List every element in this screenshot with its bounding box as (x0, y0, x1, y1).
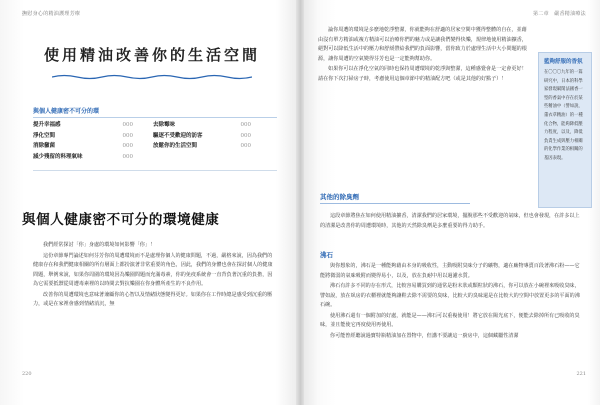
title-wave-ornament (52, 74, 252, 80)
right-body-text (318, 26, 530, 85)
paragraph: 論你周遭的環境是多麼地乾淨整潔，你就能夠在舒適的居家空間中獲得整體的自在，並藉由沒有單方精油或複方精油可以治療你們的魅力或是讓我們變得快樂，規律地使用精油擴香，絕對可以降低生活中的壓力和舒緩帶給我們的負面影響，當你致力於處理生活中大小問題的根源，讓你周遭的空氣變得芬芳也是一定能夠幫助你。 (318, 27, 527, 62)
paragraph: 沸石有許多不同的存在形式，比較容易購買到的通常是粉末狀或顆粒狀的沸石，你可以放在小碗裡來吸收臭味，譬如說，放在臥房的衣櫃裡就能夠讓鞋去除不需要的臭味，比較大的臭味還是在比較大的空間中放置更多的平面的沸石碗。 (320, 283, 580, 308)
running-head-left: 撫慰身心的精油護理芳療 (22, 11, 81, 17)
toc-item[interactable]: 驅逐不受歡迎的訪客 000 (153, 132, 251, 139)
sidebar-text: 在〇〇〇九年的一篇研究中，日本的科學家發現賦閑法國香一型的香氣中存在於某些精油中（譬如說，董衣草精油）的一種化合物，能夠降低壓力程度，以及，降低負責生成與壓力相關的化學作業的相關的基因表現。 (544, 70, 583, 161)
sidebar-box (538, 52, 592, 208)
chapter-title-block (22, 44, 282, 84)
paragraph: 使用沸石還有一個附加的好處，就能是——沸石可以重複使用！將它放在陽光底下，便能去除掉所有已吸收的臭味，並且能使它再度使用再使用。 (320, 312, 580, 328)
paragraph: 如果你可以在淨化空氣的同時也保持周遭環境的乾淨與整潔，這種感覺會是一定會更好！請在你下次打掃房子時，考慮使用這個章節中的精油配方吧（或是其他的好點子）！ (318, 66, 527, 82)
paragraph: 改善你的周遭環境也意味著兼顧你的心智以及情緒狀態變得更好。如果你在工作時總是感受到沉重的壓力，或是在家裡會感到情緒消沉，無 (33, 291, 273, 307)
section-heading: 與個人健康密不可分的環境健康 (22, 212, 220, 228)
toc-bottom-rule (33, 170, 277, 171)
deodorizer-intro (320, 212, 582, 232)
toc-item[interactable]: 提升幸福感 000 (33, 122, 133, 128)
left-body-text (33, 241, 277, 311)
toc-item[interactable]: 放鬆你的生活空間 000 (153, 143, 251, 149)
page-number-left: 220 (22, 371, 32, 377)
paragraph: 與你想象的，沸石是一種能夠藉由本身的吸收性，主動吸附臭味分子的礦物，適在廠物專賣百段著沸石粉——它能將微弱的氣味吸附而變得易小，以及，放在負耐中用以過濾水質。 (320, 263, 580, 279)
deodorizer-section-heading: 其他的除臭劑 (320, 192, 470, 204)
sidebar-title: 藍夠舒服的香氛 (544, 59, 583, 65)
book-gutter (296, 0, 304, 405)
paragraph: 這份章節專門論述如何芬芳你的周遭環境而不是處理你個人的健康問題，不過，嚴格來說，因為我們的健康存在和我們健康相關的所有層面上都扮演著非常重要的角色，因此，我們的身體也會在探討個人的健康問題，舉例來說，如果你周圍的環境因為樂園問題而充滿毒素，你的免疫系統會一直背負著沉重的負擔，因為它需要抵禦從周遭毒素裡的以時間去對抗樂園在你身體所產生的不良作用。 (33, 252, 273, 287)
toc-list-left (33, 120, 133, 162)
running-head-right: 第二章 嚴香精油療法 (532, 11, 586, 17)
toc-item[interactable]: 去除霉味 000 (153, 122, 251, 128)
toc-item[interactable]: 淨化空間 000 (33, 132, 133, 139)
toc-section-header: 與個人健康密不可分的環 (33, 106, 277, 118)
page-number-right: 221 (576, 371, 586, 377)
paragraph: 這段章節將焦在如何使用精油擴香，清潔我們的居家環境，擺脫那些不受歡迎的氣味，但也會發現，在許多以上的清潔是改善你的周遭環境時，其他的天然除臭劑是多麼重要的得力助手。 (320, 213, 580, 229)
zeolite-subheading: 沸石 (320, 251, 333, 259)
paragraph: 我們經常探討「你」身處的環境如何影響「你」！ (43, 242, 156, 248)
chapter-title: 使用精油改善你的生活空間 (43, 46, 260, 64)
toc-item[interactable]: 減少殘留的料理氣味 000 (33, 153, 133, 160)
toc-list-right (153, 120, 251, 152)
paragraph: 你可能曾經聽說過寶特瓶精油加在置物中，但講不要讓這一廚房中，這個藏屬性清潔 (330, 332, 519, 339)
toc-item[interactable]: 消除黴菌 000 (33, 143, 133, 149)
zeolite-text (320, 262, 582, 342)
